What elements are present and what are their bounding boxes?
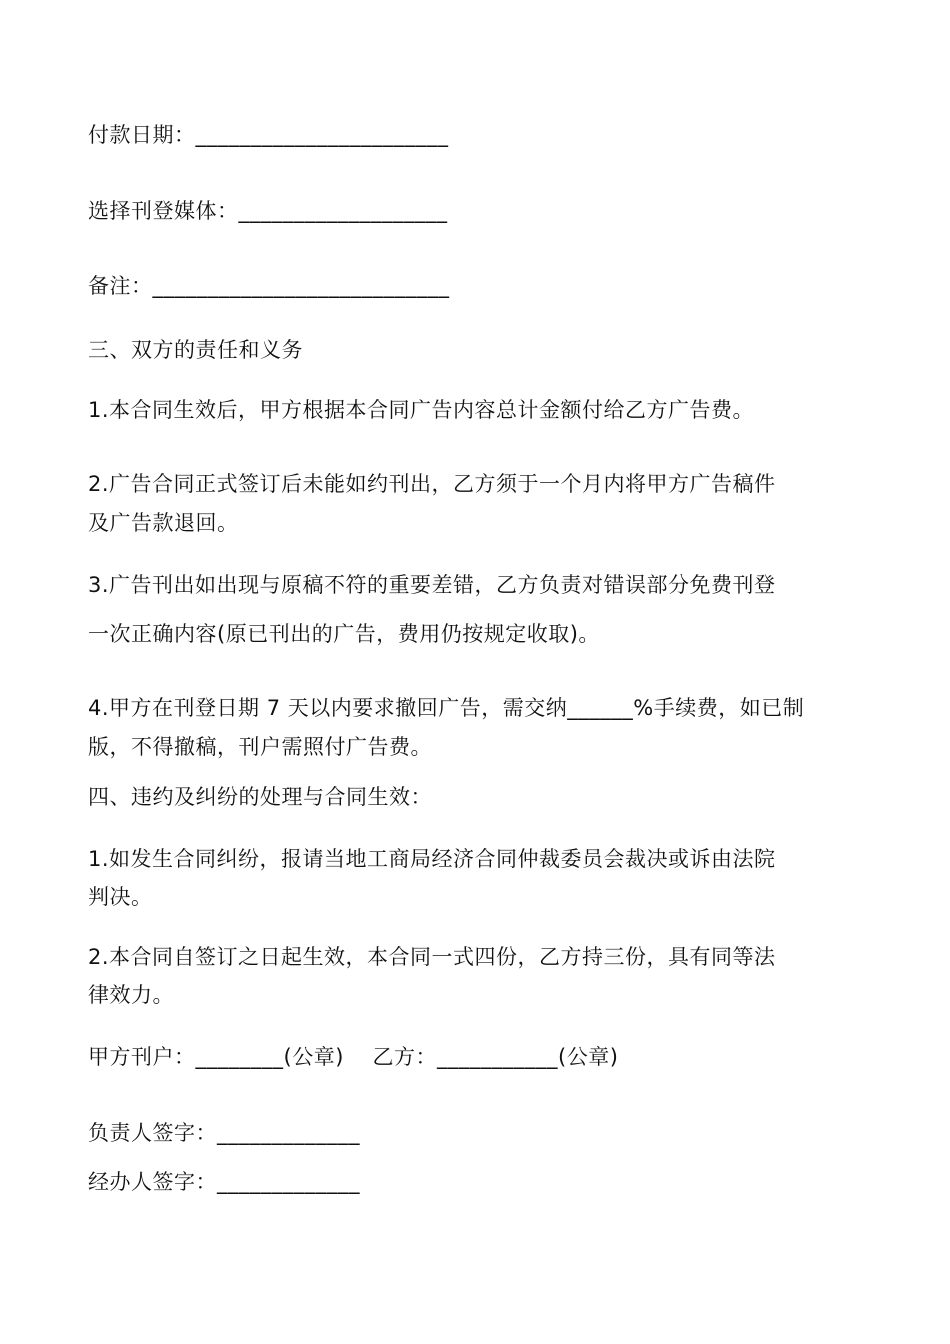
section-4-item-1-line-1: 1.如发生合同纠纷，报请当地工商局经济合同仲裁委员会裁决或诉由法院 — [88, 847, 776, 871]
media-field: 选择刊登媒体：___________________ — [88, 199, 448, 223]
section-4-item-2-line-2: 律效力。 — [88, 983, 174, 1007]
section-3-item-3-line-1: 3.广告刊出如出现与原稿不符的重要差错，乙方负责对错误部分免费刊登 — [88, 573, 776, 597]
responsible-signature-field: 负责人签字：_____________ — [88, 1121, 360, 1145]
handler-signature-field: 经办人签字：_____________ — [88, 1170, 360, 1194]
section-3-item-3-line-2: 一次正确内容(原已刊出的广告，费用仍按规定收取)。 — [88, 622, 600, 646]
payment-date-field: 付款日期：_______________________ — [88, 123, 449, 147]
section-3-item-4-line-2: 版，不得撤稿，刊户需照付广告费。 — [88, 735, 432, 759]
section-3-item-2-line-1: 2.广告合同正式签订后未能如约刊出，乙方须于一个月内将甲方广告稿件 — [88, 472, 776, 496]
section-3-item-2-line-2: 及广告款退回。 — [88, 511, 239, 535]
party-signature-line: 甲方刊户：________(公章) 乙方：___________(公章) — [88, 1045, 619, 1069]
section-4-item-1-line-2: 判决。 — [88, 885, 153, 909]
section-3-heading: 三、双方的责任和义务 — [88, 338, 303, 362]
section-3-item-4-line-1: 4.甲方在刊登日期 7 天以内要求撤回广告，需交纳______%手续费，如已制 — [88, 696, 805, 720]
remarks-field: 备注：___________________________ — [88, 274, 450, 298]
section-3-item-1: 1.本合同生效后，甲方根据本合同广告内容总计金额付给乙方广告费。 — [88, 398, 755, 422]
section-4-item-2-line-1: 2.本合同自签订之日起生效，本合同一式四份，乙方持三份，具有同等法 — [88, 945, 776, 969]
section-4-heading: 四、违约及纠纷的处理与合同生效： — [88, 785, 432, 809]
